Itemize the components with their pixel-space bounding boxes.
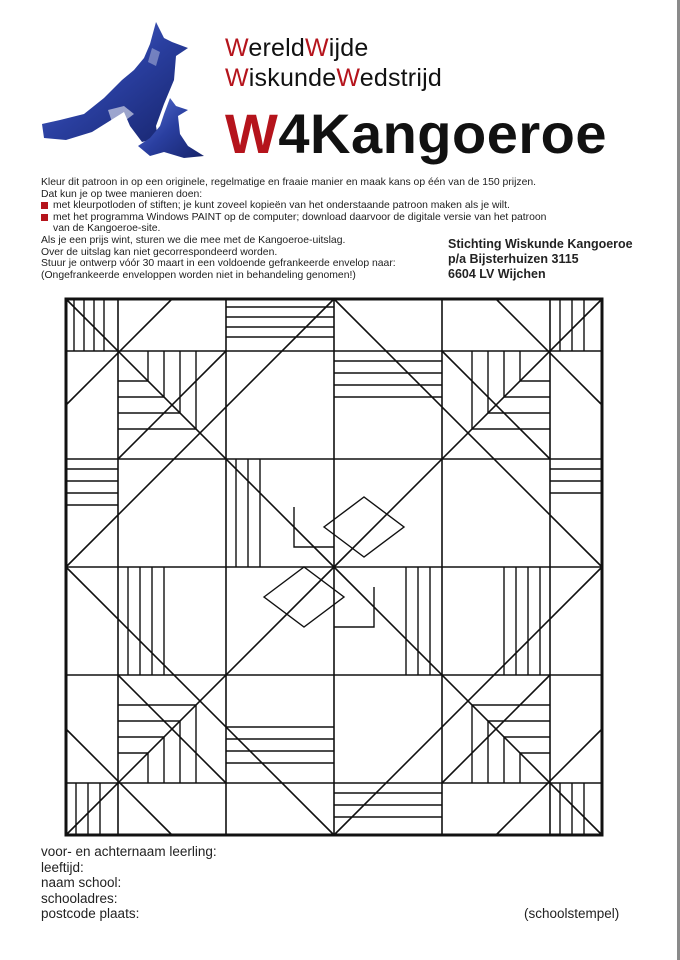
entry-form — [41, 844, 217, 922]
red-square-bullet-icon — [41, 214, 48, 221]
brand-initial: W — [336, 64, 360, 92]
brand-initial: W — [225, 34, 249, 62]
brand-initial: W — [225, 64, 249, 92]
postal-address — [448, 237, 633, 282]
instruction-line: Over de uitslag kan niet gecorrespondeerd worden. — [41, 246, 278, 258]
bullet-item — [41, 200, 601, 212]
kangaroo-logo-icon — [38, 18, 210, 160]
address-line: p/a Bijsterhuizen 3115 — [448, 252, 579, 266]
bullet-item — [41, 212, 601, 224]
instruction-line: Kleur dit patroon in op een originele, regelmatige en fraaie manier en maak kans op één van de 150 prijzen. — [41, 177, 537, 188]
brand-word: ijde — [328, 34, 369, 62]
bullet-continuation: van de Kangoeroe-site. — [53, 223, 161, 235]
brand-word: ereld — [248, 34, 305, 62]
instruction-line: Als je een prijs wint, sturen we die mee met de Kangoeroe-uitslag. — [41, 234, 346, 246]
address-line: 6604 LV Wijchen — [448, 267, 546, 281]
brand-line-2 — [225, 63, 442, 93]
brand-word: iskunde — [248, 64, 337, 92]
form-label-postcode[interactable]: postcode plaats: — [41, 906, 140, 921]
bullet-text: met het programma Windows PAINT op de computer; download daarvoor de digitale versie van het patroon — [53, 211, 547, 223]
school-stamp-label: (schoolstempel) — [524, 906, 620, 921]
form-label-age[interactable]: leeftijd: — [41, 859, 84, 875]
red-square-bullet-icon — [41, 202, 48, 209]
title-word: 4Kangoeroe — [278, 102, 607, 165]
brand-word: edstrijd — [359, 64, 442, 92]
address-line: Stichting Wiskunde Kangoeroe — [448, 237, 633, 251]
coloring-pattern[interactable] — [64, 297, 604, 837]
brand-name — [225, 33, 442, 93]
brand-initial: W — [304, 34, 329, 62]
brand-line-1 — [225, 33, 442, 63]
instruction-line: Dat kun je op twee manieren doen: — [41, 188, 203, 200]
bullet-text: met kleurpotloden of stiften; je kunt zoveel kopieën van het onderstaande patroon maken als je wilt. — [53, 200, 510, 212]
instruction-line: Stuur je ontwerp vóór 30 maart in een voldoende gefrankeerde envelop naar: — [41, 258, 396, 270]
instruction-line: (Ongefrankeerde enveloppen worden niet in behandeling genomen!) — [41, 269, 356, 281]
form-label-school-address[interactable]: schooladres: — [41, 890, 118, 906]
form-label-name[interactable]: voor- en achternaam leerling: — [41, 844, 217, 859]
page-title — [225, 103, 607, 165]
form-label-school[interactable]: naam school: — [41, 875, 122, 890]
title-initial: W — [225, 102, 279, 165]
